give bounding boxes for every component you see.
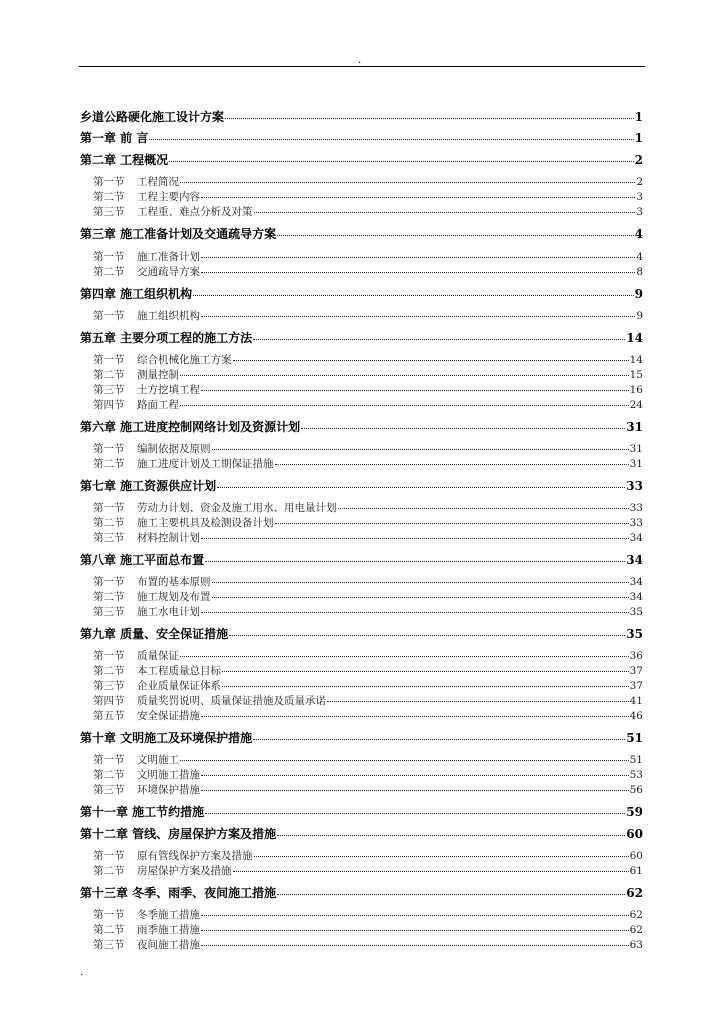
toc-page-number: 14 [626,331,643,345]
dot-leader [180,760,629,761]
dot-leader [205,561,625,562]
toc-section-number: 第一节 [93,443,125,455]
toc-section-number: 第二节 [93,369,125,381]
toc-entry-title: 夜间施工措施 [137,939,200,951]
toc-section-number: 第三节 [93,384,125,396]
toc-page-number: 4 [634,227,643,241]
dot-leader [169,161,633,162]
toc-entry-title: 编制依据及原则 [137,443,211,455]
dot-leader [233,360,629,361]
toc-chapter-entry[interactable] [80,227,643,242]
toc-entry-title: 施工进度计划及工期保证措施 [137,458,274,470]
toc-page-number: 2 [636,176,643,188]
toc-section-entry[interactable] [93,205,643,219]
toc-entry-title: 第九章 质量、安全保证措施 [80,627,229,641]
dot-leader [275,523,629,524]
dot-leader [254,212,636,213]
toc-section-entry[interactable] [93,605,643,619]
dot-leader [277,835,625,836]
toc-page-number: 16 [629,384,643,396]
toc-page-number: 41 [629,695,643,707]
dot-leader [201,716,629,717]
toc-entry-title: 第十三章 冬季、雨季、夜间施工措施 [80,886,277,900]
dot-leader [201,915,629,916]
dot-leader [201,272,635,273]
toc-page-number: 34 [626,553,643,567]
toc-entry-title: 工程简况 [137,176,179,188]
toc-section-entry[interactable] [93,768,643,782]
dot-leader [253,339,625,340]
dot-leader [233,871,629,872]
toc-page-number: 61 [629,865,643,877]
toc-section-number: 第五节 [93,710,125,722]
toc-section-number: 第二节 [93,865,125,877]
toc-page-number: 33 [629,517,643,529]
dot-leader [275,464,629,465]
toc-page-number: 37 [629,665,643,677]
dot-leader [201,316,635,317]
toc-section-entry[interactable] [93,679,643,693]
toc-entry-title: 第七章 施工资源供应计划 [80,479,217,493]
toc-page-number: 63 [629,939,643,951]
toc-section-number: 第三节 [93,606,125,618]
toc-chapter-entry[interactable] [80,805,643,820]
toc-page-number: 35 [626,627,643,641]
dot-leader [201,538,629,539]
toc-page-number: 59 [626,805,643,819]
toc-page-number: 60 [629,850,643,862]
toc-section-entry[interactable] [93,938,643,952]
toc-entry-title: 布置的基本原则 [137,576,211,588]
toc-entry-title: 第二章 工程概况 [80,153,169,167]
toc-page-number: 51 [629,754,643,766]
toc-chapter-entry[interactable] [80,886,643,901]
toc-chapter-entry[interactable] [80,287,643,302]
dot-leader [201,197,635,198]
toc-page-number: 3 [636,191,643,203]
toc-entry-title: 原有管线保护方案及措施 [137,850,253,862]
toc-section-number: 第一节 [93,251,125,263]
toc-page-number: 4 [636,251,643,263]
toc-section-entry[interactable] [93,190,643,204]
toc-page-number: 60 [626,827,643,841]
toc-section-entry[interactable] [93,368,643,382]
toc-section-entry[interactable] [93,908,643,922]
toc-section-number: 第二节 [93,924,125,936]
toc-page-number: 62 [629,909,643,921]
dot-leader [212,582,629,583]
toc-page-number: 2 [634,153,643,167]
toc-entry-title: 施工组织机构 [137,310,200,322]
toc-section-entry[interactable] [93,457,643,471]
toc-section-number: 第二节 [93,769,125,781]
toc-entry-title: 施工准备计划 [137,251,200,263]
toc-entry-title: 第八章 施工平面总布置 [80,553,205,567]
toc-entry-title: 施工主要机具及检测设备计划 [137,517,274,529]
toc-page-number: 15 [629,369,643,381]
dot-leader [201,257,635,258]
toc-page-number: 34 [629,576,643,588]
toc-entry-title: 第十一章 施工节约措施 [80,805,205,819]
dot-leader [212,449,629,450]
toc-section-number: 第四节 [93,695,125,707]
toc-section-entry[interactable] [93,753,643,767]
toc-section-entry[interactable] [93,694,643,708]
dot-leader [180,405,629,406]
dot-leader [201,612,629,613]
toc-page-number: 35 [629,606,643,618]
toc-entry-title: 施工规划及布置 [137,591,211,603]
toc-section-number: 第二节 [93,458,125,470]
toc-page-number: 53 [629,769,643,781]
dot-leader [277,235,633,236]
toc-entry-title: 交通疏导方案 [137,266,200,278]
toc-page-number: 9 [636,310,643,322]
toc-entry-title: 质量奖罚说明、质量保证措施及质量承诺 [137,695,326,707]
toc-page-number: 31 [629,458,643,470]
toc-chapter-entry[interactable] [80,827,643,842]
toc-section-entry[interactable] [93,923,643,937]
toc-page-number: 33 [629,502,643,514]
toc-page-number: 31 [629,443,643,455]
toc-section-number: 第一节 [93,176,125,188]
toc-section-entry[interactable] [93,864,643,878]
toc-section-entry[interactable] [93,442,643,456]
dot-leader [201,790,629,791]
toc-entry-title: 企业质量保证体系 [137,680,221,692]
footer-mark: . [80,967,84,978]
toc-page-number: 31 [626,420,643,434]
toc-entry-title: 第一章 前 言 [80,131,149,145]
toc-entry-title: 雨季施工措施 [137,924,200,936]
dot-leader [229,635,625,636]
toc-page-number: 46 [629,710,643,722]
toc-page-number: 9 [634,287,643,301]
toc-section-number: 第三节 [93,784,125,796]
dot-leader [180,375,629,376]
toc-entry-title: 安全保证措施 [137,710,200,722]
toc-section-entry[interactable] [93,398,643,412]
toc-entry-title: 第五章 主要分项工程的施工方法 [80,331,253,345]
dot-leader [201,390,629,391]
toc-section-number: 第二节 [93,191,125,203]
toc-section-entry[interactable] [93,501,643,515]
toc-page-number: 33 [626,479,643,493]
toc-entry-title: 材料控制计划 [137,532,200,544]
toc-section-number: 第三节 [93,206,125,218]
toc-page-number: 62 [626,886,643,900]
toc-entry-title: 本工程质量总目标 [137,665,221,677]
dot-leader [180,182,635,183]
toc-entry-title: 文明施工措施 [137,769,200,781]
toc-entry-title: 第十二章 管线、房屋保护方案及措施 [80,827,277,841]
toc-section-number: 第一节 [93,754,125,766]
toc-section-number: 第二节 [93,591,125,603]
toc-section-number: 第一节 [93,909,125,921]
toc-page-number: 24 [629,399,643,411]
toc-section-number: 第二节 [93,517,125,529]
toc-section-entry[interactable] [93,783,643,797]
toc-entry-title: 乡道公路硬化施工设计方案 [80,110,225,124]
toc-section-entry[interactable] [93,664,643,678]
dot-leader [180,656,629,657]
toc-entry-title: 综合机械化施工方案 [137,354,232,366]
toc-section-number: 第一节 [93,650,125,662]
toc-page-number: 14 [629,354,643,366]
toc-chapter-entry[interactable] [80,420,643,435]
dot-leader [277,894,625,895]
toc-page-number: 1 [634,110,643,124]
dot-leader [149,139,633,140]
toc-entry-title: 测量控制 [137,369,179,381]
toc-section-entry[interactable] [93,383,643,397]
toc-entry-title: 第四章 施工组织机构 [80,287,193,301]
toc-section-entry[interactable] [93,516,643,530]
toc-section-number: 第一节 [93,502,125,514]
toc-chapter-entry[interactable] [80,731,643,746]
toc-entry-title: 路面工程 [137,399,179,411]
dot-leader [201,930,629,931]
dot-leader [327,701,629,702]
toc-section-entry[interactable] [93,353,643,367]
toc-page-number: 8 [636,266,643,278]
toc-entry-title: 工程主要内容 [137,191,200,203]
toc-entry-title: 工程重、难点分析及对策 [137,206,253,218]
dot-leader [253,739,625,740]
toc-entry-title: 环境保护措施 [137,784,200,796]
toc-chapter-entry[interactable] [80,131,643,146]
toc-section-entry[interactable] [93,709,643,723]
dot-leader [222,671,629,672]
toc-chapter-entry[interactable] [80,627,643,642]
dot-leader [217,487,625,488]
toc-page-number: 1 [634,131,643,145]
toc-section-number: 第二节 [93,665,125,677]
dot-leader [205,813,625,814]
toc-section-number: 第一节 [93,576,125,588]
dot-leader [254,856,629,857]
toc-section-number: 第三节 [93,532,125,544]
toc-section-entry[interactable] [93,649,643,663]
toc-section-entry[interactable] [93,531,643,545]
dot-leader [222,686,629,687]
toc-entry-title: 第三章 施工准备计划及交通疏导方案 [80,227,277,241]
toc-page-number: 62 [629,924,643,936]
toc-page-number: 3 [636,206,643,218]
toc-chapter-entry[interactable] [80,479,643,494]
toc-page-number: 37 [629,680,643,692]
dot-leader [212,597,629,598]
toc-entry-title: 第十章 文明施工及环境保护措施 [80,731,253,745]
toc-entry-title: 房屋保护方案及措施 [137,865,232,877]
toc-page-number: 34 [629,532,643,544]
toc-entry-title: 土方挖填工程 [137,384,200,396]
toc-section-entry[interactable] [93,309,643,323]
dot-leader [301,428,625,429]
toc-entry-title: 第六章 施工进度控制网络计划及资源计划 [80,420,301,434]
toc-page-number: 56 [629,784,643,796]
toc-chapter-entry[interactable] [80,153,643,168]
toc-section-entry[interactable] [93,265,643,279]
toc-section-entry[interactable] [93,849,643,863]
toc-section-number: 第一节 [93,850,125,862]
toc-entry-title: 质量保证 [137,650,179,662]
toc-page-number: 36 [629,650,643,662]
dot-leader [338,508,629,509]
dot-leader [193,295,633,296]
toc-entry-title: 冬季施工措施 [137,909,200,921]
toc-section-number: 第一节 [93,310,125,322]
dot-leader [201,945,629,946]
toc-section-number: 第三节 [93,680,125,692]
toc-section-entry[interactable] [93,590,643,604]
dot-leader [201,775,629,776]
toc-section-entry[interactable] [93,250,643,264]
toc-entry-title: 文明施工 [137,754,179,766]
toc-page-number: 34 [629,591,643,603]
toc-section-number: 第三节 [93,939,125,951]
toc-entry-title: 劳动力计划、资金及施工用水、用电量计划 [137,502,337,514]
toc-section-number: 第二节 [93,266,125,278]
toc-section-number: 第一节 [93,354,125,366]
toc-section-entry[interactable] [93,175,643,189]
toc-section-number: 第四节 [93,399,125,411]
toc-entry-title: 施工水电计划 [137,606,200,618]
toc-section-entry[interactable] [93,575,643,589]
toc-page-number: 51 [626,731,643,745]
toc-chapter-entry[interactable] [80,331,643,346]
toc-chapter-entry[interactable] [80,553,643,568]
header-mark: . [358,55,362,66]
toc-chapter-entry[interactable] [80,110,643,125]
dot-leader [225,118,634,119]
